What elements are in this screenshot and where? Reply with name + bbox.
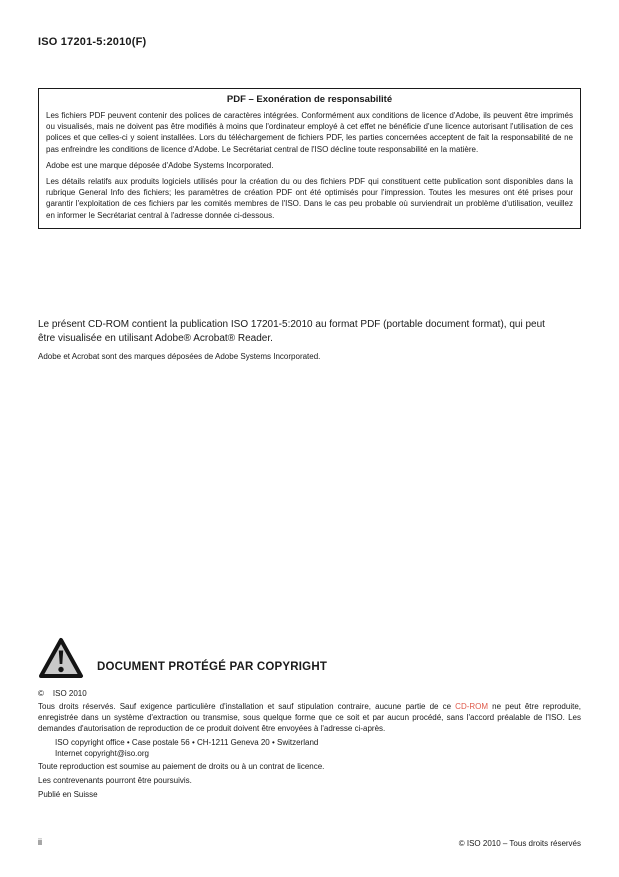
iso-copyright-year bbox=[38, 689, 87, 698]
rights-reserved-paragraph bbox=[38, 701, 581, 735]
disclaimer-paragraph-3: Les détails relatifs aux produits logiciels utilisés pour la création du ou des fichiers PDF qui constituent cette publication sont disponibles dans la rubrique General Info des fichiers; les paramètres de création PDF ont été optimisés pour l'impression. Toutes les mesures ont été prises pour garantir l'exploitation de ces fichiers par les comités membres de l'ISO. Dans le cas peu probable où surviendrait un problème d'utilisation, veuillez en informer le Secrétariat central à l'adresse donnée ci-dessous. bbox=[46, 177, 573, 220]
cdrom-description-paragraph: Le présent CD-ROM contient la publication ISO 17201-5:2010 au format PDF (portable document format), qui peut être visualisée en utilisant Adobe® Acrobat® Reader. bbox=[38, 319, 545, 344]
document-reference-header: ISO 17201-5:2010(F) bbox=[38, 36, 147, 48]
footer-page-number: ii bbox=[38, 837, 42, 847]
copyright-protected-banner: DOCUMENT PROTÉGÉ PAR COPYRIGHT bbox=[97, 661, 328, 673]
footer-copyright-notice: © ISO 2010 – Tous droits réservés bbox=[458, 839, 581, 848]
copyright-year-text: ISO 2010 bbox=[52, 689, 87, 698]
copyright-symbol: © bbox=[38, 689, 44, 698]
adobe-trademark-note: Adobe et Acrobat sont des marques déposées de Adobe Systems Incorporated. bbox=[38, 352, 321, 361]
published-in-switzerland-line: Publié en Suisse bbox=[38, 790, 98, 799]
rights-text-before: Tous droits réservés. Sauf exigence particulière d'installation et sauf stipulation contraire, aucune partie de ce bbox=[38, 702, 456, 711]
warning-triangle-icon bbox=[38, 637, 84, 680]
address-line-1: ISO copyright office • Case postale 56 • CH-1211 Geneva 20 • Switzerland bbox=[55, 738, 319, 747]
disclaimer-title: PDF – Exonération de responsabilité bbox=[226, 94, 393, 105]
address-line-2: Internet copyright@iso.org bbox=[55, 749, 149, 758]
cdrom-highlight: CD-ROM bbox=[455, 702, 489, 711]
disclaimer-paragraph-2: Adobe est une marque déposée d'Adobe Systems Incorporated. bbox=[46, 160, 274, 170]
pdf-disclaimer-box bbox=[38, 88, 581, 229]
disclaimer-paragraph-1: Les fichiers PDF peuvent contenir des polices de caractères intégrées. Conformément aux conditions de licence d'Adobe, ils peuvent être imprimés ou visualisés, mais ne doivent pas être modifiés à moins que l'ordinateur employé à cet effet ne bénéficie d'une licence autorisant l'utilisation de ces polices et que celles-ci y soient installées. Lors du téléchargement de fichiers PDF, les parties concernées acceptent de fait la responsabilité de ne pas enfreindre les conditions de licence d'Adobe. Le Secrétariat central de l'ISO décline toute responsabilité en la matière. bbox=[46, 111, 573, 154]
rights-text-after: ne peut être reproduite, enregistrée dans un système d'extraction ou transmise, sous quelque forme que ce soit et par aucun procédé, sans l'accord préalable de l'ISO. Les demandes d'autorisation de reproduction de ce produit doivent être envoyées à l'adresse ci-après. bbox=[38, 702, 582, 734]
reproduction-payment-line: Toute reproduction est soumise au paiement de droits ou à un contrat de licence. bbox=[38, 762, 325, 771]
iso-copyright-office-address bbox=[55, 737, 318, 759]
offenders-prosecuted-line: Les contrevenants pourront être poursuivis. bbox=[38, 776, 192, 785]
